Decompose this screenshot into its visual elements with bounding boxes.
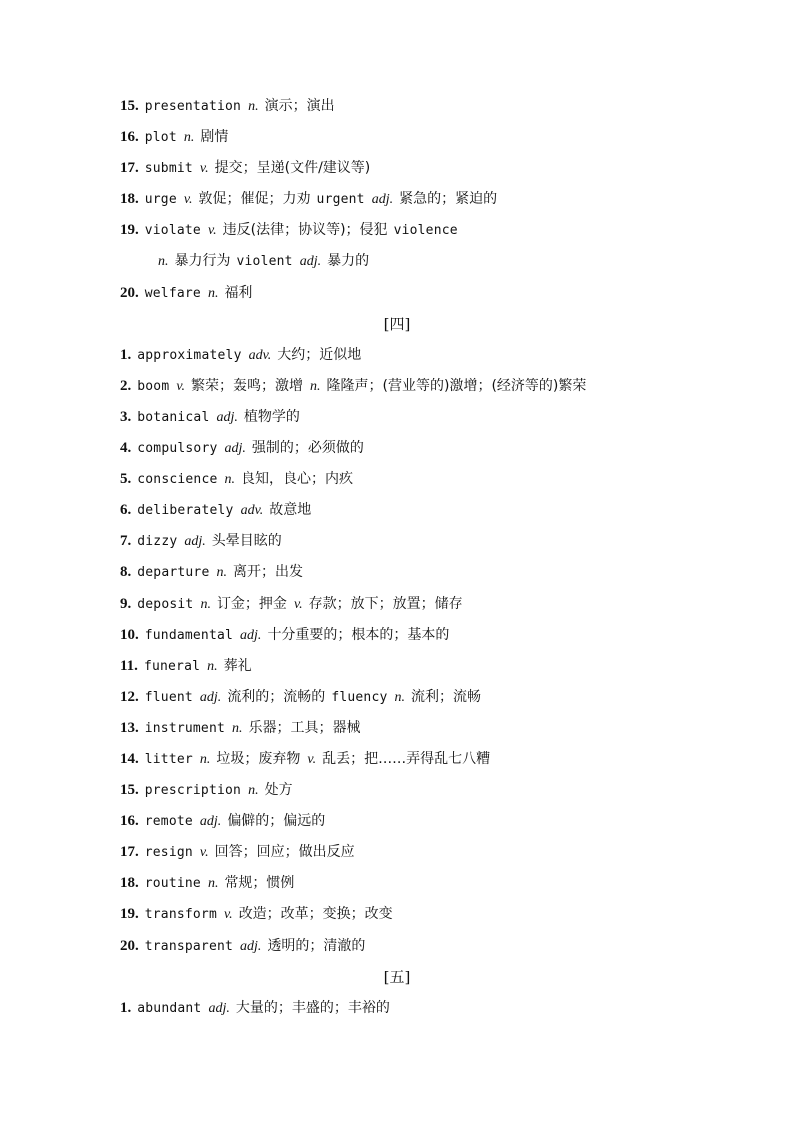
definition: 流利的；流畅的 bbox=[227, 688, 326, 705]
entry-number: 1. bbox=[120, 346, 132, 363]
definition: 离开；出发 bbox=[233, 564, 303, 581]
vocab-entry bbox=[0, 464, 794, 495]
headword: submit bbox=[144, 161, 193, 177]
entry-number: 14. bbox=[120, 750, 139, 767]
headword: conscience bbox=[137, 472, 218, 488]
vocab-entry bbox=[0, 91, 794, 122]
definition: 提交；呈递(文件/建议等) bbox=[214, 160, 371, 177]
part-of-speech: n. bbox=[207, 658, 218, 674]
entry-number: 7. bbox=[120, 533, 132, 550]
headword: fundamental bbox=[144, 627, 234, 643]
vocab-entry bbox=[0, 651, 794, 682]
vocab-entry bbox=[0, 744, 794, 775]
headword: fluent bbox=[144, 689, 193, 705]
entry-number: 12. bbox=[120, 688, 139, 705]
definition: 垃圾；废弃物 bbox=[216, 750, 301, 767]
part-of-speech: n. bbox=[232, 720, 243, 736]
definition: 常规；惯例 bbox=[224, 875, 295, 892]
entry-number: 2. bbox=[120, 377, 132, 394]
definition: 强制的；必须做的 bbox=[251, 440, 364, 457]
headword: dizzy bbox=[137, 534, 178, 550]
entry-number: 15. bbox=[120, 782, 139, 799]
headword: fluency bbox=[331, 689, 388, 705]
part-of-speech: n. bbox=[248, 783, 259, 799]
entry-number: 18. bbox=[120, 875, 139, 892]
definition: 暴力的 bbox=[327, 253, 370, 270]
headword: transform bbox=[144, 907, 217, 923]
definition: 订金；押金 bbox=[216, 595, 287, 612]
entry-number: 16. bbox=[120, 129, 139, 146]
part-of-speech: v. bbox=[224, 907, 233, 923]
section-heading-4: [四] bbox=[383, 314, 411, 333]
vocab-entry bbox=[0, 433, 794, 464]
vocab-entry bbox=[0, 278, 794, 309]
definition: 回答；回应；做出反应 bbox=[214, 844, 355, 861]
definition: 改造；改革；变换；改变 bbox=[238, 906, 393, 923]
headword: deposit bbox=[137, 596, 194, 612]
definition: 透明的；清澈的 bbox=[267, 937, 366, 954]
part-of-speech: adj. bbox=[208, 1000, 230, 1016]
part-of-speech: n. bbox=[207, 876, 219, 892]
definition: 乐器；工具；器械 bbox=[248, 719, 361, 736]
headword: boom bbox=[137, 378, 170, 394]
headword: compulsory bbox=[137, 441, 218, 457]
entry-number: 20. bbox=[120, 284, 139, 301]
entry-number: 15. bbox=[120, 98, 139, 114]
headword: presentation bbox=[144, 99, 242, 114]
definition: 福利 bbox=[224, 284, 253, 301]
part-of-speech: adj. bbox=[199, 689, 222, 705]
entry-number: 20. bbox=[120, 937, 139, 954]
part-of-speech: adj. bbox=[184, 534, 206, 550]
definition: 紧急的；紧迫的 bbox=[399, 191, 498, 208]
vocab-entry bbox=[0, 495, 794, 526]
definition: 偏僻的；偏远的 bbox=[227, 813, 326, 830]
definition: 故意地 bbox=[269, 502, 312, 519]
headword: approximately bbox=[137, 347, 242, 363]
vocab-entry bbox=[0, 371, 794, 402]
vocab-entry bbox=[0, 993, 794, 1024]
entry-number: 17. bbox=[120, 160, 139, 177]
entry-number: 10. bbox=[120, 626, 139, 643]
headword: botanical bbox=[137, 409, 210, 425]
vocab-entry bbox=[0, 682, 794, 713]
part-of-speech: v. bbox=[307, 751, 317, 767]
definition: 存款；放下；放置；储存 bbox=[308, 595, 463, 612]
vocab-entry bbox=[0, 402, 794, 433]
definition: 大约；近似地 bbox=[277, 346, 362, 363]
section-4-list bbox=[0, 340, 794, 962]
part-of-speech: n. bbox=[310, 378, 321, 394]
entry-number: 5. bbox=[120, 471, 132, 488]
vocab-entry bbox=[0, 340, 794, 371]
vocab-entry bbox=[0, 899, 794, 930]
entry-number: 17. bbox=[120, 844, 139, 861]
definition: 良知，良心；内疚 bbox=[241, 471, 354, 488]
entry-number: 1. bbox=[120, 999, 132, 1016]
part-of-speech: n. bbox=[207, 285, 219, 301]
part-of-speech: v. bbox=[199, 161, 209, 177]
section-heading-5: [五] bbox=[383, 967, 411, 986]
part-of-speech: adj. bbox=[199, 814, 222, 830]
vocab-entry bbox=[0, 526, 794, 557]
entry-number: 19. bbox=[120, 906, 139, 923]
part-of-speech: adv. bbox=[240, 503, 264, 519]
definition: 大量的；丰盛的；丰裕的 bbox=[235, 999, 390, 1016]
part-of-speech: v. bbox=[207, 223, 217, 239]
headword: routine bbox=[144, 876, 201, 892]
part-of-speech: v. bbox=[199, 845, 209, 861]
vocab-entry bbox=[0, 215, 794, 246]
definition: 剧情 bbox=[200, 129, 229, 146]
definition: 演示；演出 bbox=[264, 98, 335, 114]
part-of-speech: adj. bbox=[224, 441, 246, 457]
definition: 暴力行为 bbox=[174, 253, 231, 270]
vocab-entry bbox=[0, 868, 794, 899]
headword: violent bbox=[236, 254, 293, 270]
headword: funeral bbox=[143, 658, 201, 674]
vocab-entry bbox=[0, 246, 794, 277]
entry-number: 6. bbox=[120, 502, 132, 519]
definition: 葬礼 bbox=[223, 657, 252, 674]
entry-number: 18. bbox=[120, 191, 139, 208]
vocab-entry bbox=[0, 620, 794, 651]
headword: prescription bbox=[144, 783, 242, 799]
vocab-entry bbox=[0, 589, 794, 620]
definition: 十分重要的；根本的；基本的 bbox=[267, 626, 450, 643]
headword: transparent bbox=[144, 938, 234, 954]
entry-number: 16. bbox=[120, 813, 139, 830]
headword: urge bbox=[144, 192, 177, 208]
vocab-entry bbox=[0, 557, 794, 588]
vocab-entry bbox=[0, 837, 794, 868]
entry-number: 3. bbox=[120, 408, 132, 425]
part-of-speech: n. bbox=[224, 472, 236, 488]
part-of-speech: n. bbox=[216, 565, 227, 581]
section-3-list bbox=[0, 91, 794, 309]
definition: 头晕目眩的 bbox=[211, 533, 282, 550]
headword: abundant bbox=[137, 1000, 202, 1016]
entry-number: 8. bbox=[120, 564, 132, 581]
headword: remote bbox=[144, 814, 193, 830]
headword: plot bbox=[144, 130, 177, 146]
definition: 隆隆声；(营业等的)激增；(经济等的)繁荣 bbox=[326, 377, 587, 394]
part-of-speech: n. bbox=[158, 254, 169, 270]
headword: violence bbox=[393, 223, 458, 239]
part-of-speech: adj. bbox=[216, 409, 238, 425]
part-of-speech: n. bbox=[248, 99, 259, 114]
vocab-entry bbox=[0, 122, 794, 153]
part-of-speech: n. bbox=[394, 689, 405, 705]
vocab-entry bbox=[0, 153, 794, 184]
definition: 植物学的 bbox=[243, 408, 300, 425]
definition: 流利；流畅 bbox=[411, 688, 481, 705]
part-of-speech: adj. bbox=[371, 192, 394, 208]
headword: departure bbox=[137, 565, 210, 581]
vocab-entry bbox=[0, 806, 794, 837]
definition: 乱丢；把……弄得乱七八糟 bbox=[322, 750, 491, 767]
entry-number: 13. bbox=[120, 719, 139, 736]
vocab-entry bbox=[0, 713, 794, 744]
part-of-speech: n. bbox=[199, 751, 211, 767]
entry-number: 11. bbox=[120, 657, 138, 674]
part-of-speech: adj. bbox=[299, 254, 322, 270]
definition: 繁荣；轰鸣；激增 bbox=[191, 377, 304, 394]
definition: 处方 bbox=[264, 782, 293, 799]
vocab-entry bbox=[0, 184, 794, 215]
entry-number: 4. bbox=[120, 440, 132, 457]
headword: litter bbox=[144, 751, 193, 767]
headword: resign bbox=[144, 845, 193, 861]
vocab-entry bbox=[0, 931, 794, 962]
definition: 敦促；催促；力劝 bbox=[198, 191, 311, 208]
part-of-speech: v. bbox=[176, 378, 186, 394]
part-of-speech: n. bbox=[183, 130, 195, 146]
part-of-speech: adj. bbox=[240, 627, 262, 643]
headword: violate bbox=[144, 223, 201, 239]
definition: 违反(法律；协议等)；侵犯 bbox=[222, 222, 388, 239]
headword: instrument bbox=[144, 720, 226, 736]
headword: welfare bbox=[144, 285, 201, 301]
part-of-speech: adj. bbox=[240, 938, 262, 954]
vocabulary-page bbox=[0, 91, 794, 1024]
part-of-speech: adv. bbox=[248, 347, 272, 363]
headword: deliberately bbox=[137, 503, 234, 519]
vocab-entry bbox=[0, 775, 794, 806]
section-5-list bbox=[0, 993, 794, 1024]
entry-number: 9. bbox=[120, 595, 132, 612]
part-of-speech: v. bbox=[293, 596, 303, 612]
part-of-speech: v. bbox=[183, 192, 193, 208]
part-of-speech: n. bbox=[200, 596, 211, 612]
entry-number: 19. bbox=[120, 222, 139, 239]
headword: urgent bbox=[316, 192, 365, 208]
